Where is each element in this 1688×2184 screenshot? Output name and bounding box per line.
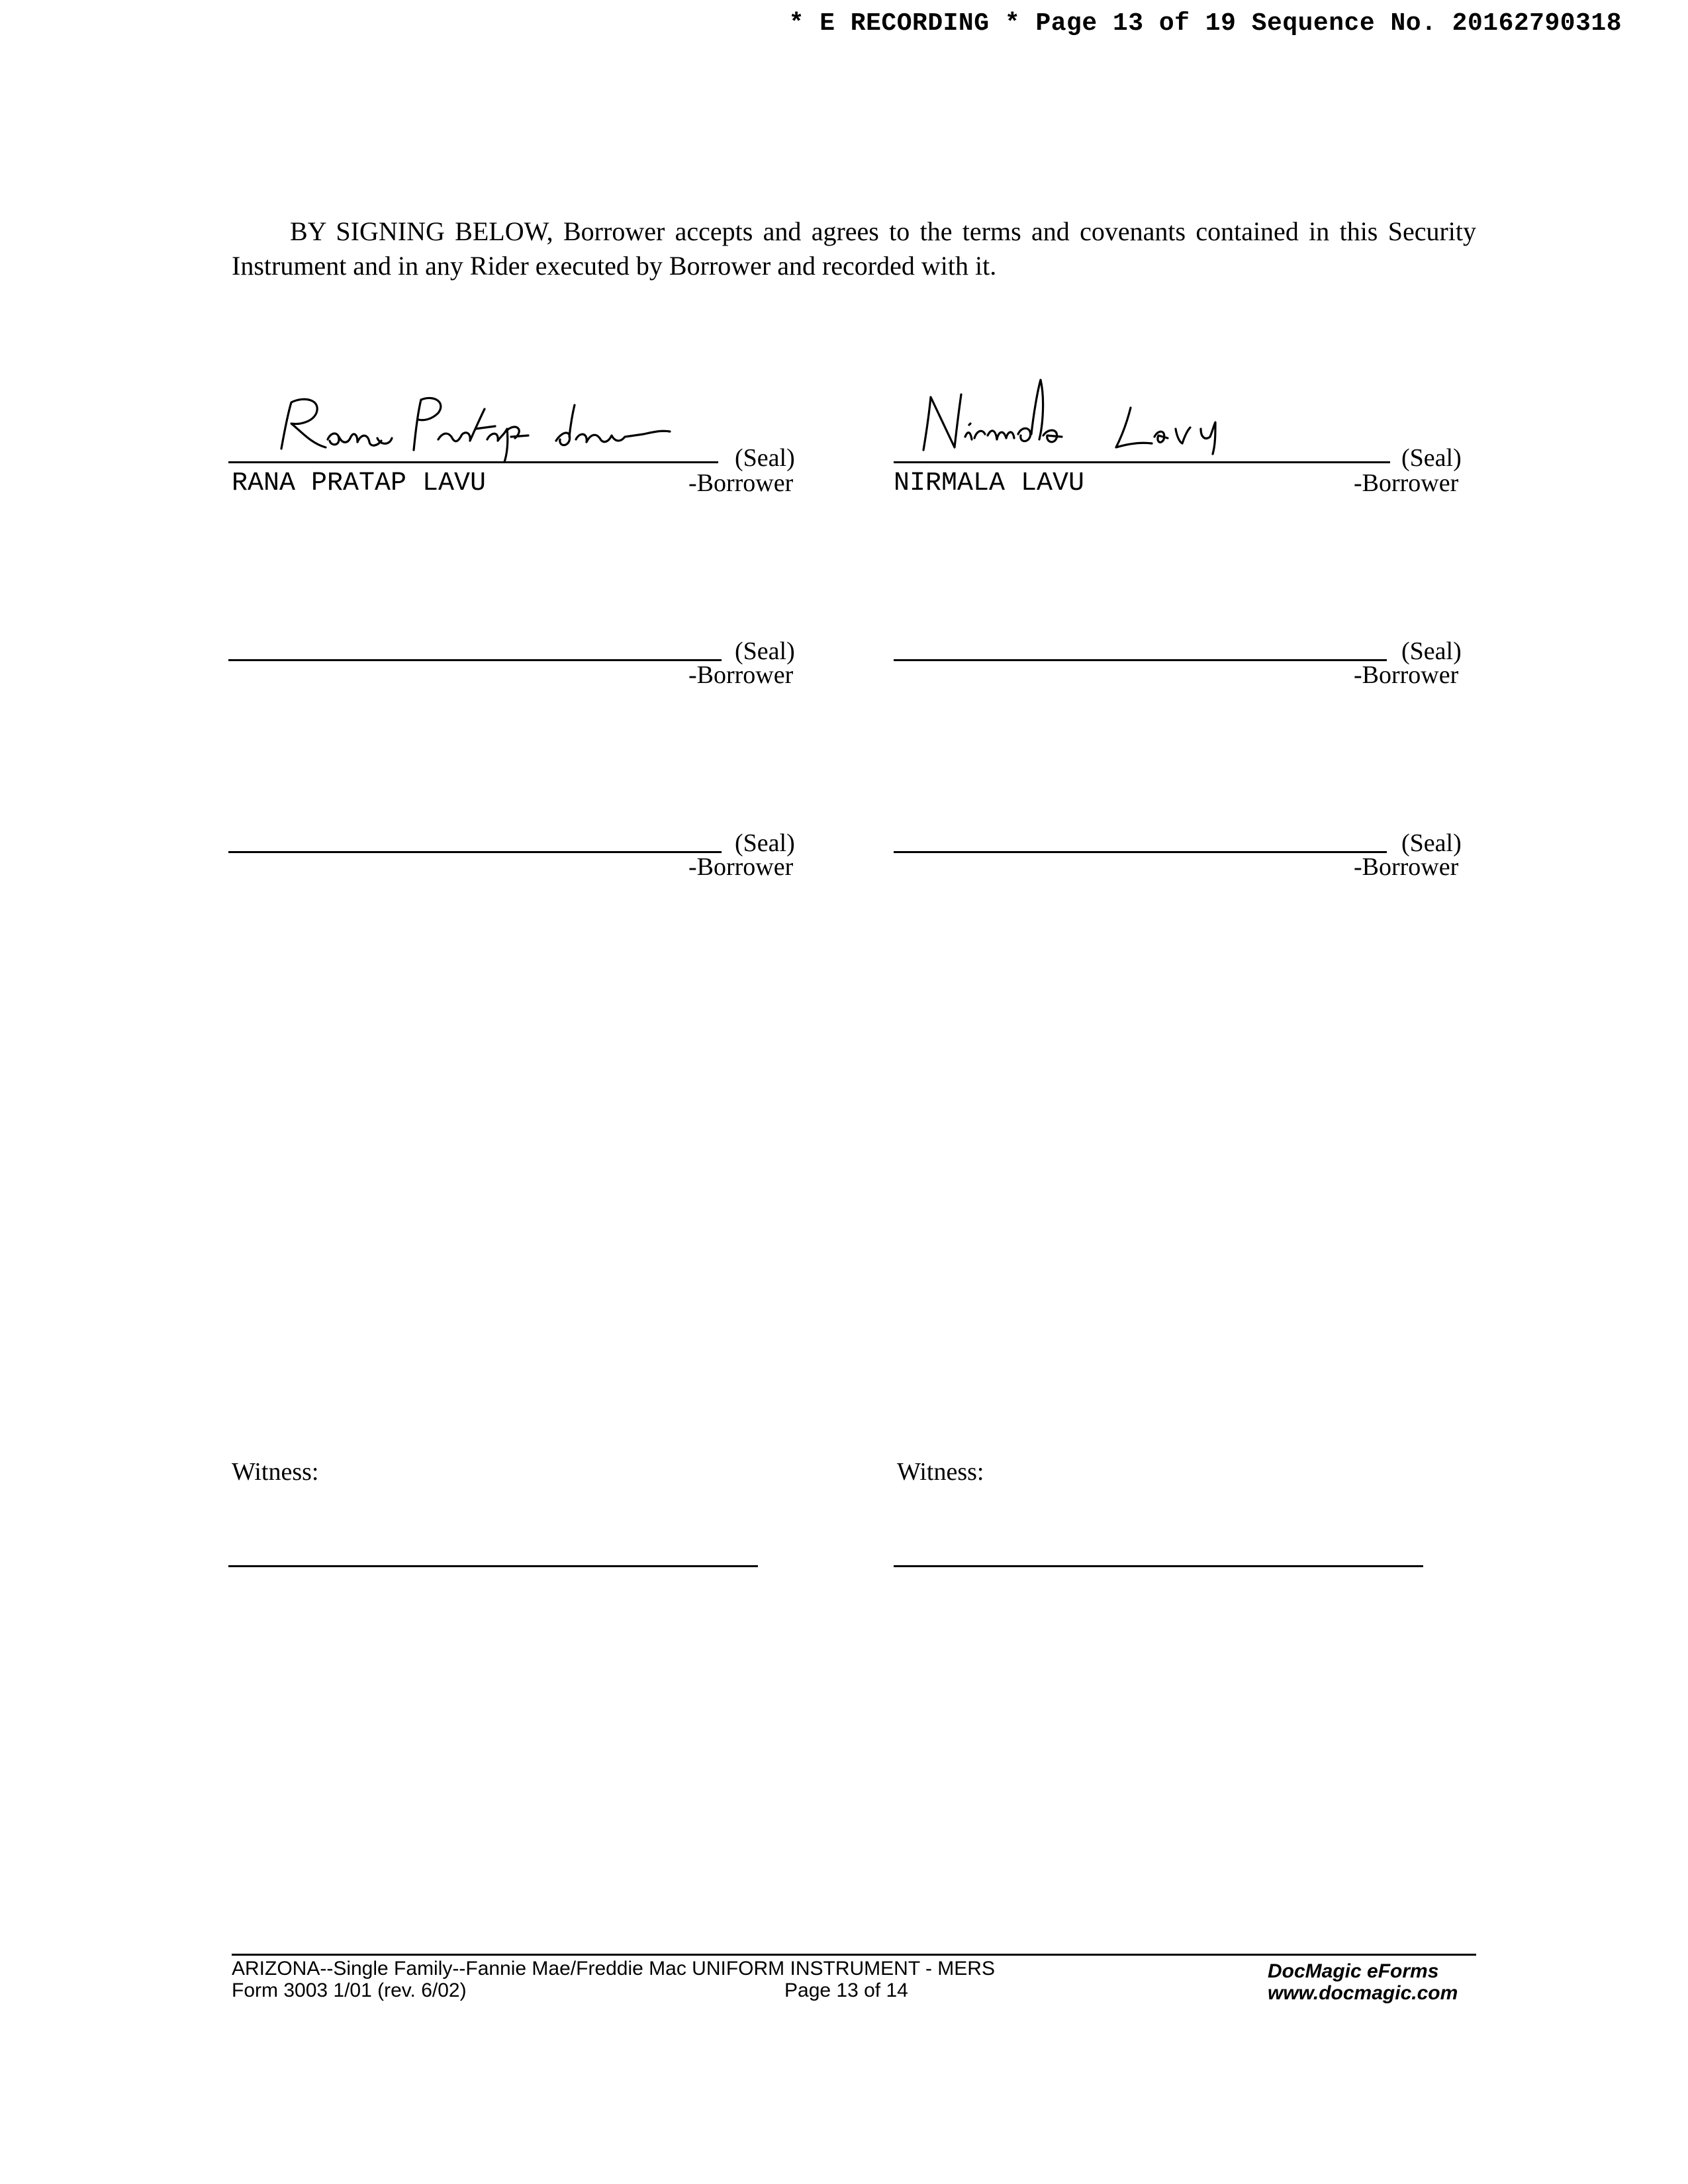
signing-statement-text: BY SIGNING BELOW, Borrower accepts and agrees to the terms and covenants contained in this Security Instrument and in any Rider executed by Borrower and recorded with it. [232, 216, 1476, 281]
borrower-6-role-label: -Borrower [1354, 853, 1459, 881]
borrower-3-signature-line [228, 659, 722, 661]
borrower-3-role-label: -Borrower [688, 661, 794, 689]
borrower-3-seal-label: (Seal) [735, 637, 795, 665]
borrower-5-signature-line [228, 851, 722, 853]
witness-1-signature-line [228, 1565, 758, 1567]
borrower-1-signature [265, 390, 728, 463]
form-title: ARIZONA--Single Family--Fannie Mae/Freddie Mac UNIFORM INSTRUMENT - MERS [232, 1958, 995, 1979]
signing-statement [232, 214, 1476, 283]
brand-name: DocMagic eForms [1268, 1960, 1439, 1982]
borrower-2-role-label: -Borrower [1354, 469, 1459, 497]
borrower-4-signature-line [894, 659, 1387, 661]
recording-header: * E RECORDING * Page 13 of 19 Sequence No. 20162790318 [788, 9, 1622, 38]
borrower-4-seal-label: (Seal) [1401, 637, 1462, 665]
footer-rule [232, 1954, 1476, 1956]
borrower-1-signature-line [228, 461, 718, 463]
brand-website: www.docmagic.com [1268, 1982, 1458, 2004]
page-number: Page 13 of 14 [784, 1979, 908, 2001]
borrower-2-seal-label: (Seal) [1401, 444, 1462, 472]
borrower-6-seal-label: (Seal) [1401, 829, 1462, 857]
witness-2-signature-line [894, 1565, 1423, 1567]
borrower-6-signature-line [894, 851, 1387, 853]
borrower-1-seal-label: (Seal) [735, 444, 795, 472]
form-number: Form 3003 1/01 (rev. 6/02) [232, 1979, 467, 2001]
borrower-2-name: NIRMALA LAVU [894, 469, 1085, 498]
borrower-1-role-label: -Borrower [688, 469, 794, 497]
borrower-5-seal-label: (Seal) [735, 829, 795, 857]
borrower-4-role-label: -Borrower [1354, 661, 1459, 689]
docmagic-brand [1268, 1960, 1458, 2004]
borrower-5-role-label: -Borrower [688, 853, 794, 881]
witness-1-label: Witness: [232, 1458, 319, 1486]
borrower-1-name: RANA PRATAP LAVU [232, 469, 487, 498]
borrower-2-signature-line [894, 461, 1390, 463]
witness-2-label: Witness: [897, 1458, 984, 1486]
borrower-2-signature [914, 371, 1324, 463]
